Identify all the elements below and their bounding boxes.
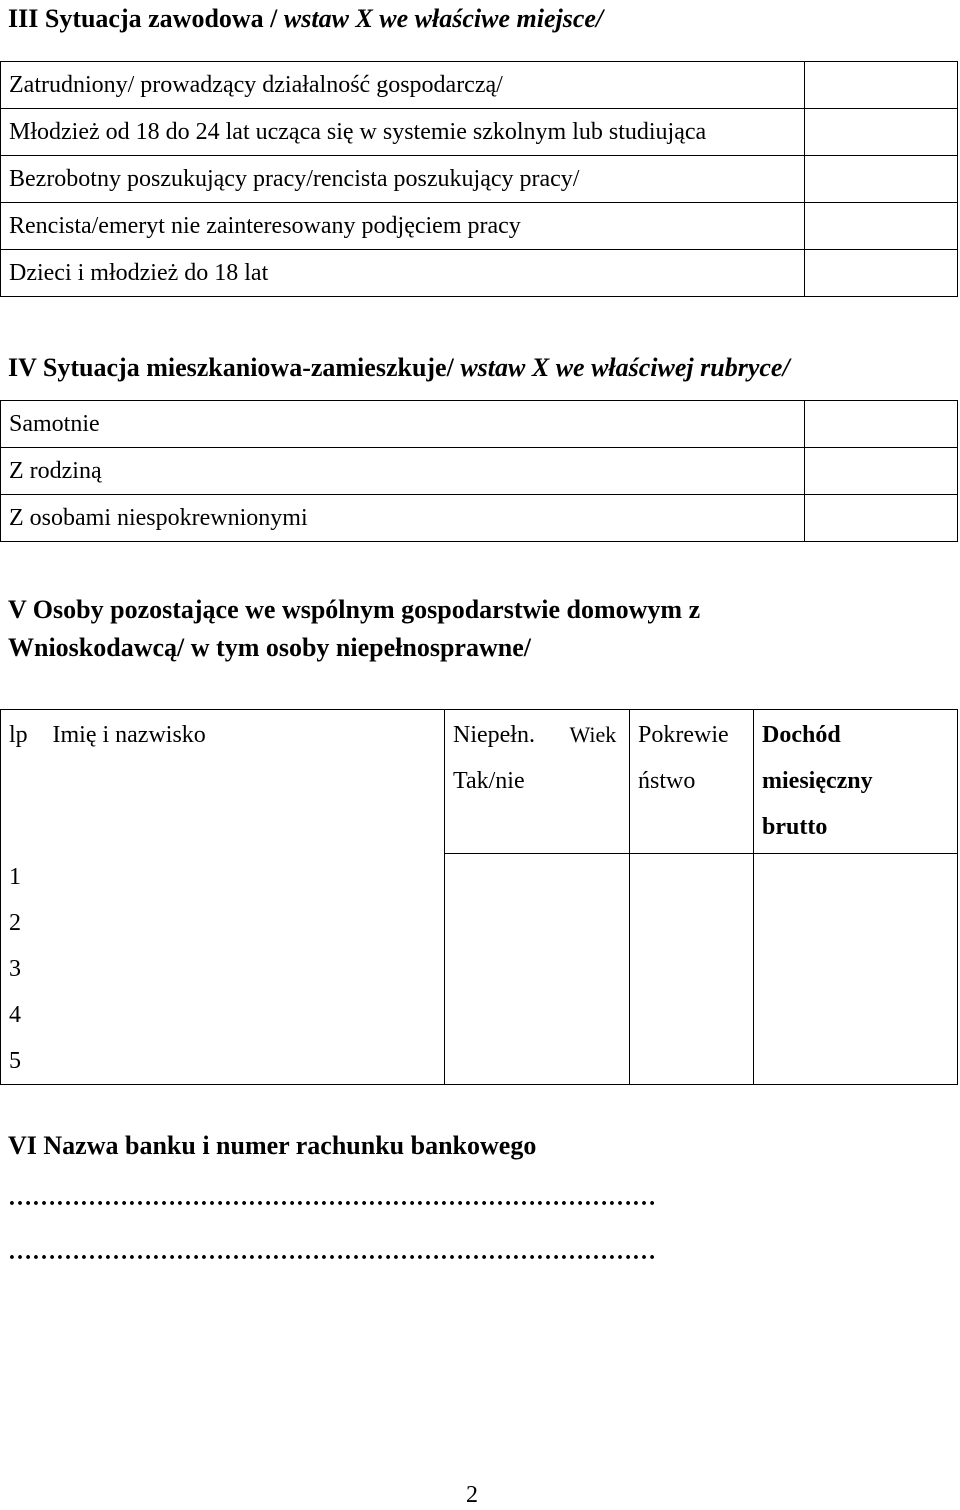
member-kinship-cell[interactable] <box>630 854 754 901</box>
member-kinship-cell[interactable] <box>630 1038 754 1085</box>
section-4-title: IV Sytuacja mieszkaniowa-zamieszkuje/ wstaw X we właściwej rubryce/ <box>8 353 790 382</box>
member-income-cell[interactable] <box>754 854 958 901</box>
housing-status-table <box>0 400 958 542</box>
header-lp: lp <box>1 710 45 854</box>
employment-option-label: Rencista/emeryt nie zainteresowany podjęciem pracy <box>1 203 805 250</box>
member-name-cell[interactable] <box>45 992 445 1038</box>
member-name-cell[interactable] <box>45 854 445 901</box>
employment-option-label: Bezrobotny poszukujący pracy/rencista poszukujący pracy/ <box>1 156 805 203</box>
member-disabled-cell[interactable] <box>445 854 562 901</box>
member-age-cell[interactable] <box>562 946 630 992</box>
header-disabled: Niepełn. Tak/nie <box>445 710 562 854</box>
header-kinship: Pokrewie ństwo <box>630 710 754 854</box>
bank-account-line-2[interactable]: ……………………………………………………………………… <box>8 1239 656 1265</box>
member-disabled-cell[interactable] <box>445 900 562 946</box>
row-number: 4 <box>1 992 45 1038</box>
header-age: Wiek <box>562 710 630 854</box>
employment-checkbox-cell[interactable] <box>805 109 958 156</box>
housing-checkbox-cell[interactable] <box>805 401 958 448</box>
section-5-title: V Osoby pozostające we wspólnym gospodarstwie domowym z Wnioskodawcą/ w tym osoby niepełnosprawne/ <box>8 595 701 662</box>
member-name-cell[interactable] <box>45 946 445 992</box>
household-members-table <box>0 709 958 1085</box>
member-kinship-cell[interactable] <box>630 992 754 1038</box>
member-income-cell[interactable] <box>754 946 958 992</box>
member-age-cell[interactable] <box>562 1038 630 1085</box>
employment-status-table <box>0 61 958 297</box>
member-income-cell[interactable] <box>754 992 958 1038</box>
employment-checkbox-cell[interactable] <box>805 203 958 250</box>
employment-checkbox-cell[interactable] <box>805 62 958 109</box>
row-number: 3 <box>1 946 45 992</box>
employment-option-label: Młodzież od 18 do 24 lat ucząca się w systemie szkolnym lub studiująca <box>1 109 805 156</box>
member-income-cell[interactable] <box>754 900 958 946</box>
member-name-cell[interactable] <box>45 900 445 946</box>
member-income-cell[interactable] <box>754 1038 958 1085</box>
employment-checkbox-cell[interactable] <box>805 156 958 203</box>
page-number: 2 <box>466 1482 478 1508</box>
member-disabled-cell[interactable] <box>445 1038 562 1085</box>
row-number: 5 <box>1 1038 45 1085</box>
member-kinship-cell[interactable] <box>630 946 754 992</box>
member-name-cell[interactable] <box>45 1038 445 1085</box>
section-3-title: III Sytuacja zawodowa / wstaw X we właściwe miejsce/ <box>8 4 604 33</box>
row-number: 2 <box>1 900 45 946</box>
bank-account-line-1[interactable]: ……………………………………………………………………… <box>8 1185 656 1211</box>
member-age-cell[interactable] <box>562 900 630 946</box>
member-kinship-cell[interactable] <box>630 900 754 946</box>
housing-option-label: Samotnie <box>1 401 805 448</box>
section-6-title: VI Nazwa banku i numer rachunku bankowego <box>8 1131 537 1160</box>
row-number: 1 <box>1 854 45 901</box>
header-income: Dochód miesięczny brutto <box>754 710 958 854</box>
member-disabled-cell[interactable] <box>445 946 562 992</box>
housing-option-label: Z rodziną <box>1 448 805 495</box>
member-age-cell[interactable] <box>562 992 630 1038</box>
housing-option-label: Z osobami niespokrewnionymi <box>1 495 805 542</box>
housing-checkbox-cell[interactable] <box>805 495 958 542</box>
housing-checkbox-cell[interactable] <box>805 448 958 495</box>
header-name: Imię i nazwisko <box>45 710 445 854</box>
employment-option-label: Dzieci i młodzież do 18 lat <box>1 250 805 297</box>
member-disabled-cell[interactable] <box>445 992 562 1038</box>
employment-option-label: Zatrudniony/ prowadzący działalność gospodarczą/ <box>1 62 805 109</box>
member-age-cell[interactable] <box>562 854 630 901</box>
employment-checkbox-cell[interactable] <box>805 250 958 297</box>
